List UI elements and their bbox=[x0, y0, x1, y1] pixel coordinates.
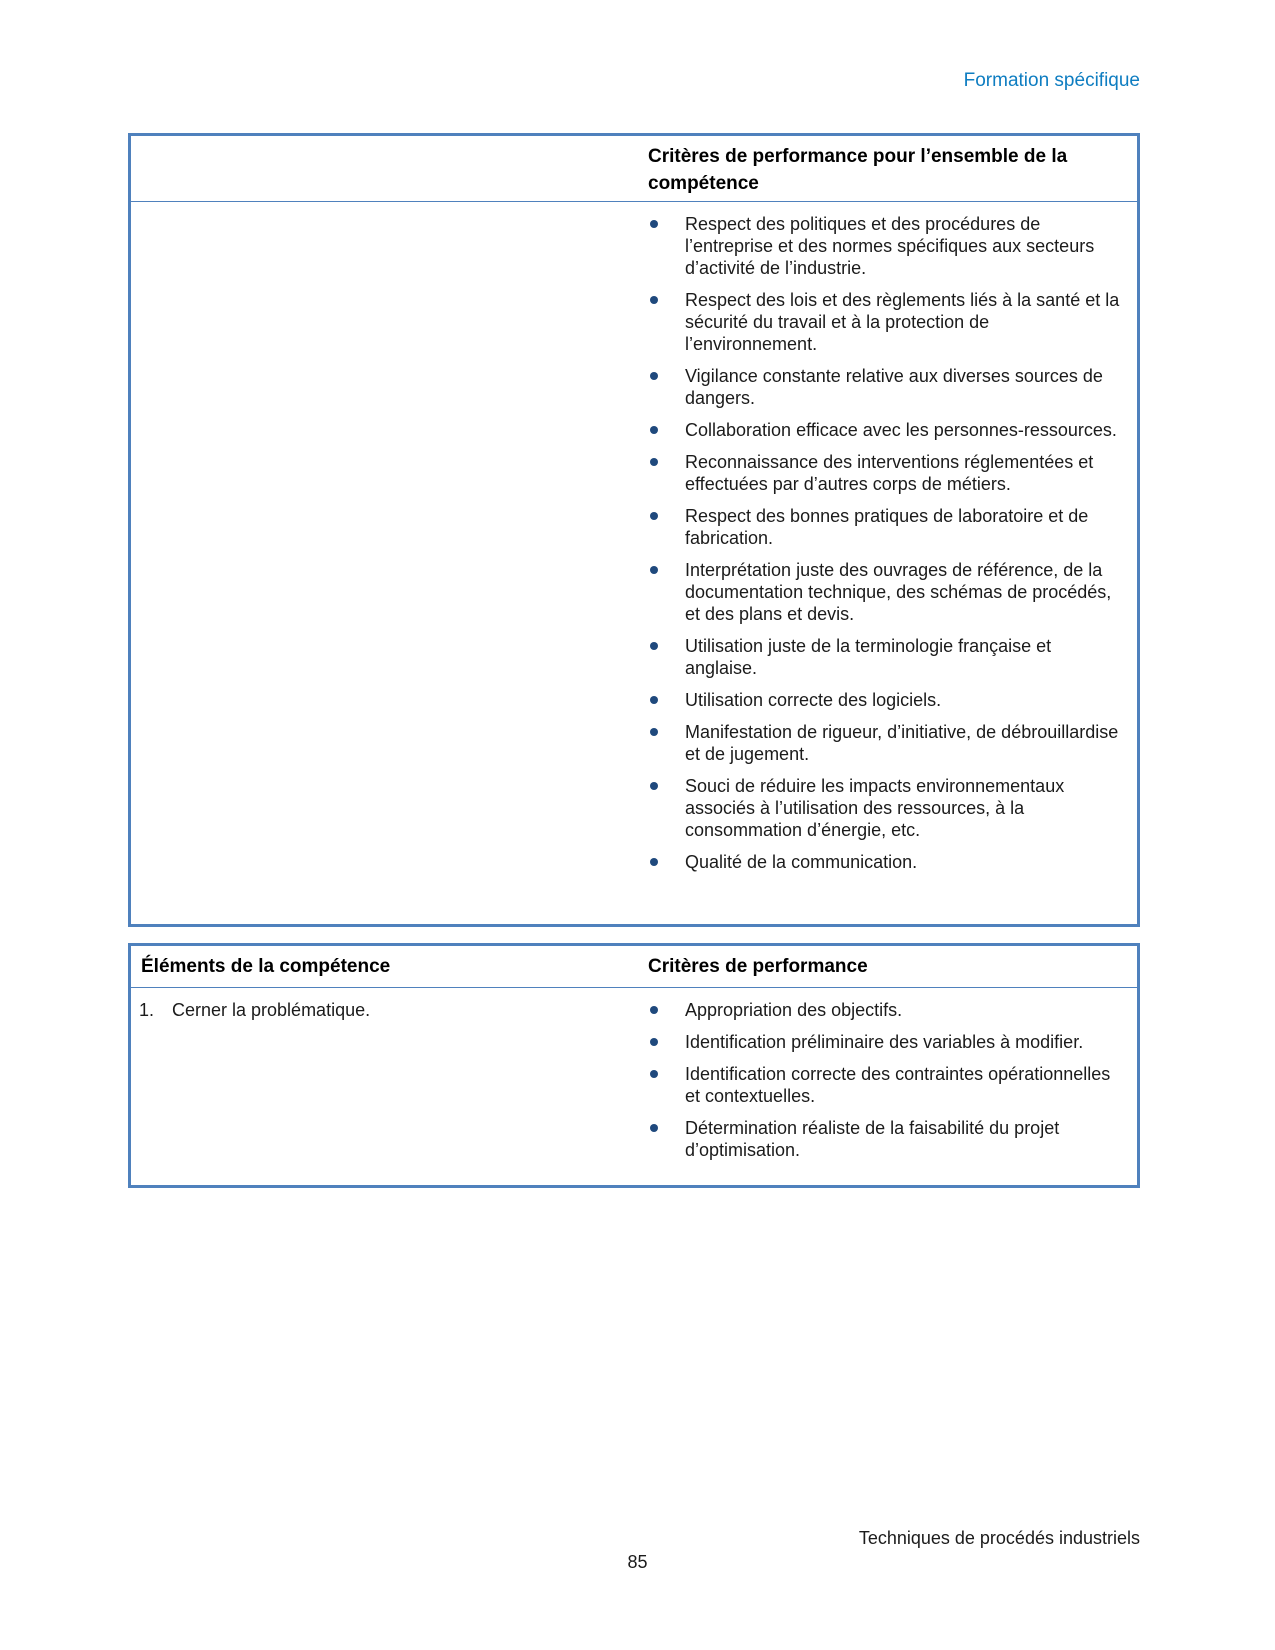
bullet-icon bbox=[650, 1038, 658, 1046]
bullet-icon bbox=[650, 566, 658, 574]
criteria-item bbox=[636, 1063, 1125, 1107]
criteria-item bbox=[636, 1117, 1125, 1161]
bullet-icon bbox=[650, 1006, 658, 1014]
table1-header-row bbox=[131, 136, 1137, 202]
bullet-icon bbox=[650, 220, 658, 228]
table2-criteria-cell bbox=[636, 988, 1137, 1171]
criteria-text: Respect des politiques et des procédures de l’entreprise et des normes spécifiques aux secteurs d’activité de l’industrie. bbox=[685, 214, 1095, 278]
criteria-text: Respect des lois et des règlements liés à la santé et la sécurité du travail et à la protection de l’environnement. bbox=[685, 290, 1120, 354]
criteria-text: Collaboration efficace avec les personnes-ressources. bbox=[685, 420, 1117, 440]
table1-body-row bbox=[131, 202, 1137, 883]
table1-header-cell-criteria: Critères de performance pour l’ensemble de la compétence bbox=[648, 146, 1068, 194]
criteria-item bbox=[636, 419, 1125, 441]
table2-element-cell bbox=[131, 988, 636, 1171]
element-entry bbox=[131, 988, 636, 1021]
bullet-icon bbox=[650, 696, 658, 704]
table2-header-row bbox=[131, 946, 1137, 988]
element-criteria-list bbox=[636, 988, 1137, 1161]
criteria-item bbox=[636, 999, 1125, 1021]
criteria-text: Interprétation juste des ouvrages de référence, de la documentation technique, des schémas de procédés, et des plans et devis. bbox=[685, 560, 1112, 624]
bullet-icon bbox=[650, 512, 658, 520]
bullet-icon bbox=[650, 642, 658, 650]
criteria-text: Utilisation juste de la terminologie française et anglaise. bbox=[685, 636, 1052, 678]
criteria-item bbox=[636, 689, 1125, 711]
competence-elements-table bbox=[128, 943, 1140, 1188]
bullet-icon bbox=[650, 1070, 658, 1078]
criteria-item bbox=[636, 635, 1125, 679]
criteria-text: Souci de réduire les impacts environnementaux associés à l’utilisation des ressources, à la consommation d’énergie, etc. bbox=[685, 776, 1065, 840]
criteria-item bbox=[636, 1031, 1125, 1053]
bullet-icon bbox=[650, 858, 658, 866]
criteria-text: Qualité de la communication. bbox=[685, 852, 918, 872]
bullet-icon bbox=[650, 426, 658, 434]
criteria-text: Identification correcte des contraintes opérationnelles et contextuelles. bbox=[685, 1064, 1111, 1106]
criteria-text: Appropriation des objectifs. bbox=[685, 1000, 903, 1020]
criteria-item bbox=[636, 851, 1125, 873]
criteria-item bbox=[636, 289, 1125, 355]
table2-header-cell-criteria: Critères de performance bbox=[648, 956, 868, 977]
bullet-icon bbox=[650, 782, 658, 790]
element-text: Cerner la problématique. bbox=[172, 1000, 371, 1020]
table2-body-row bbox=[131, 988, 1137, 1171]
table1-header-cell-empty bbox=[131, 136, 636, 201]
criteria-item bbox=[636, 451, 1125, 495]
table1-body-cell-empty bbox=[131, 202, 636, 883]
criteria-text: Reconnaissance des interventions réglementées et effectuées par d’autres corps de métiers. bbox=[685, 452, 1094, 494]
criteria-text: Détermination réaliste de la faisabilité du projet d’optimisation. bbox=[685, 1118, 1060, 1160]
table1-body-cell-criteria bbox=[636, 202, 1137, 883]
bullet-icon bbox=[650, 458, 658, 466]
criteria-text: Utilisation correcte des logiciels. bbox=[685, 690, 942, 710]
footer-program-title: Techniques de procédés industriels bbox=[858, 1528, 1140, 1548]
criteria-item bbox=[636, 721, 1125, 765]
bullet-icon bbox=[650, 1124, 658, 1132]
criteria-item bbox=[636, 775, 1125, 841]
criteria-text: Identification préliminaire des variables à modifier. bbox=[685, 1032, 1084, 1052]
footer-page-number: 85 bbox=[627, 1552, 648, 1572]
criteria-text: Respect des bonnes pratiques de laboratoire et de fabrication. bbox=[685, 506, 1089, 548]
section-header-label: Formation spécifique bbox=[963, 70, 1140, 91]
table2-header-cell-elements: Éléments de la compétence bbox=[141, 956, 391, 977]
criteria-item bbox=[636, 213, 1125, 279]
criteria-text: Vigilance constante relative aux diverses sources de dangers. bbox=[685, 366, 1103, 408]
criteria-item bbox=[636, 365, 1125, 409]
criteria-item bbox=[636, 505, 1125, 549]
bullet-icon bbox=[650, 296, 658, 304]
global-criteria-list bbox=[636, 202, 1137, 873]
bullet-icon bbox=[650, 372, 658, 380]
criteria-text: Manifestation de rigueur, d’initiative, de débrouillardise et de jugement. bbox=[685, 722, 1119, 764]
element-number: 1. bbox=[139, 1000, 155, 1020]
global-performance-criteria-table bbox=[128, 133, 1140, 927]
bullet-icon bbox=[650, 728, 658, 736]
criteria-item bbox=[636, 559, 1125, 625]
